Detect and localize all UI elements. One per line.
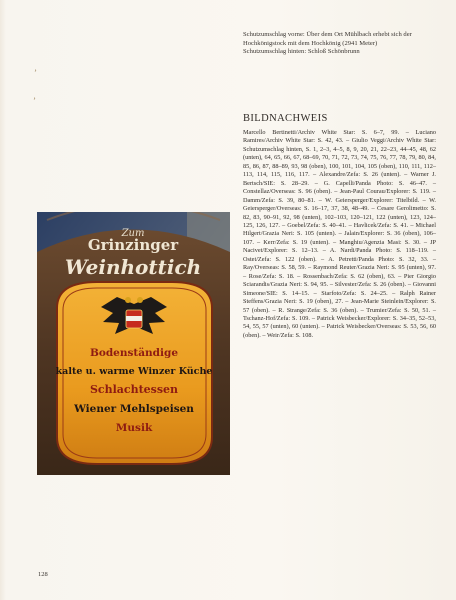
sign-menu-line1: Bodenständige bbox=[89, 347, 179, 359]
page-mark: ’ bbox=[33, 96, 36, 106]
sign-menu-line3: Schlachtessen bbox=[89, 383, 179, 396]
sign-menu-line2: kalte u. warme Winzer Küche bbox=[55, 366, 213, 377]
sign-arch-line1: Zum bbox=[121, 228, 145, 239]
sign-menu-line4: Wiener Mehlspeisen bbox=[74, 403, 194, 415]
caption-front: Schutzumschlag vorne: Über dem Ort Mühlbach erhebt sich der Hochkönigstock mit dem Hochkönig (2941 Meter) bbox=[243, 31, 412, 47]
caption-back: Schutzumschlag hinten: Schloß Schönbrunn bbox=[243, 48, 360, 56]
sign-arch-line2: Grinzinger bbox=[87, 236, 179, 254]
page-number: 128 bbox=[38, 571, 48, 578]
page-mark: ’ bbox=[34, 68, 37, 78]
sign-arch-line3: Weinhottich bbox=[64, 255, 202, 279]
section-heading: BILDNACHWEIS bbox=[243, 113, 328, 124]
cover-caption bbox=[243, 31, 448, 57]
heuriger-sign-photo bbox=[37, 212, 230, 475]
sign-illustration bbox=[37, 212, 230, 475]
photo-credits: Marcello Bertinetti/Archiv White Star: S. 6–7, 99. – Luciano Ramires/Archiv White Star: S. 42, 43. – Giulio Veggi/Archiv White Star: Schutzumschlag hinten, S. 1, 2–3, 4–5, 8, 9, 20, 21, 22–23, 44–45, 48, 62 (unten), 64, 65, 66, 67, 68–69, 70, 71, 72, 73, 74, 75, 76, 77, 78, 79, 80, 84, 85, 86, 87, 88–89, 93, 98 (oben), 100, 101, 104, 105 (oben), 110, 111, 112–113, 114, 115, 116, 117. – Alexandre/Zefa: S. 26 (unten). – Warner J. Bertsch/SIE: S. 28–29. – G. Capelli/Panda Photo: S. 46–47. – Constellaz/Overseas: S. 96 (oben). – Jean-Paul Courau/Explorer: S. 119. – Damm/Zefa: S. 39, 80–81. – W. Geiersperger/Explorer: Titelbild. – W. Geiersperger/Overseas: S. 16–17, 37, 38, 48–49. – Cesare Gerolimetto: S. 82, 83, 90–91, 92, 98 (unten), 102–103, 120–121, 122 (unten), 123, 124–125, 126, 127. – Goebel/Zefa: S. 40–41. – Havlicek/Zefa: S. 41. – Michael Hilgert/Grazia Neri: S. 105 (unten). – Jalain/Explorer: S. 36 (oben), 106–107. – Kerr/Zefa: S. 19 (unten). – Manghiu/Agenzia Masi: S. 30. – JP Nacivet/Explorer: S. 12–13. – A. Nardi/Panda Photo: S. 118–119. – Ostet/Zefa: S. 122 (oben). – A. Petretti/Panda Photo: S. 32, 33. – Ray/Overseas: S. 58, 59. – Raymond Reuter/Grazia Neri: S. 95 (unten), 97. – Rose/Zefa: S. 18. – Rossenbach/Zefa: S. 62 (oben), 63. – Pier Giorgio Sciarandis/Grazia Neri: S. 94, 95. – Silvester/Zefa: S. 26 (oben). – Giovanni Simeone/SIE: S. 14–15. – Starfoto/Zefa: S. 24–25. – Ralph Rainer Steffens/Grazia Neri: S. 19 (oben), 27. – Jean-Marie Steinlein/Explorer: S. 57 (oben). – R. Strange/Zefa: S. 36 (oben). – Trumier/Zefa: S. 50, 51. – Tschanz-Hof/Zefa: S. 109. – Patrick Weisbecker/Explorer: S. 34–35, 52–53, 54, 55, 57 (unten), 60 (unten). – Patrick Weisbecker/Overseas: S. 53, 56, 60 (oben). – Weir/Zefa: S. 108. bbox=[243, 129, 436, 339]
sign-menu-line5: Musik bbox=[115, 422, 153, 434]
